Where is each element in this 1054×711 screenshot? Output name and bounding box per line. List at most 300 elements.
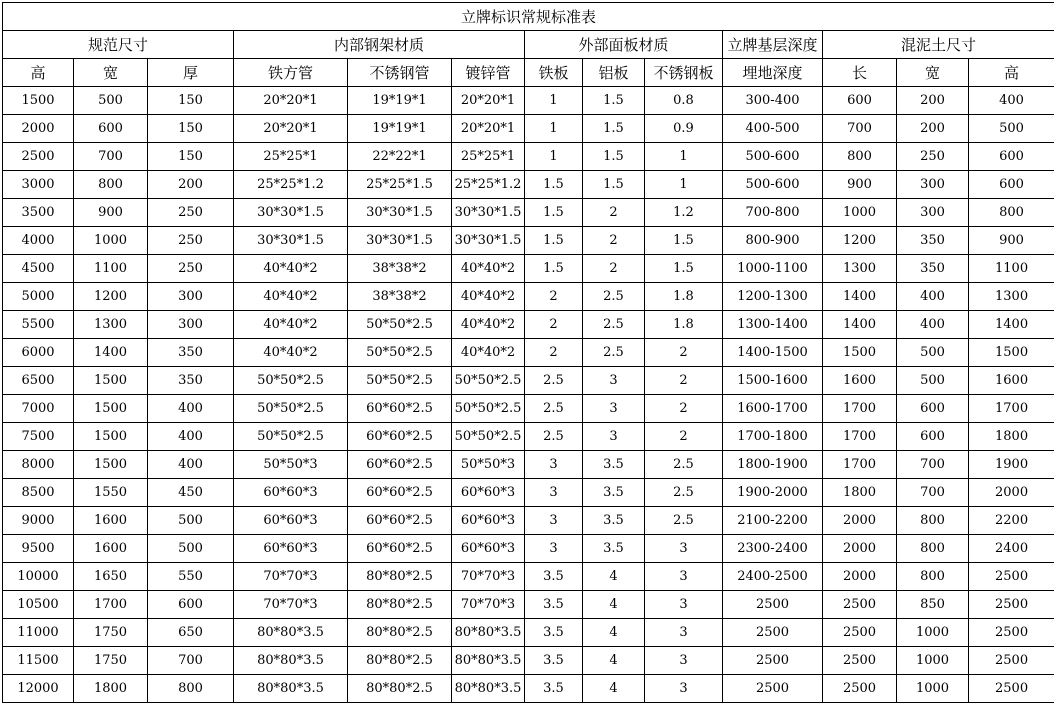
table-cell: 2500: [723, 591, 823, 619]
table-cell: 25*25*1: [452, 143, 525, 171]
table-cell: 2500: [823, 619, 897, 647]
group-header-concrete-size: 混泥土尺寸: [823, 31, 1054, 59]
table-cell: 2: [525, 339, 583, 367]
table-cell: 1500: [969, 339, 1054, 367]
table-cell: 1300: [74, 311, 148, 339]
table-cell: 2.5: [583, 283, 645, 311]
table-row: [3, 451, 1054, 479]
table-cell: 4000: [3, 227, 74, 255]
table-cell: 1: [525, 87, 583, 115]
table-cell: 1.5: [583, 171, 645, 199]
table-cell: 1600: [74, 507, 148, 535]
table-cell: 1000: [897, 675, 969, 703]
table-cell: 3: [645, 563, 723, 591]
table-cell: 500: [897, 367, 969, 395]
table-row: [3, 227, 1054, 255]
table-cell: 250: [148, 255, 234, 283]
table-cell: 600: [74, 115, 148, 143]
table-cell: 80*80*2.5: [348, 563, 452, 591]
table-cell: 300: [897, 199, 969, 227]
table-cell: 10000: [3, 563, 74, 591]
table-cell: 1: [645, 143, 723, 171]
column-header: 镀锌管: [452, 59, 525, 87]
table-cell: 8000: [3, 451, 74, 479]
table-cell: 38*38*2: [348, 255, 452, 283]
table-cell: 4: [583, 647, 645, 675]
table-cell: 500: [74, 87, 148, 115]
column-header: 宽: [897, 59, 969, 87]
table-cell: 60*60*2.5: [348, 507, 452, 535]
table-cell: 1900-2000: [723, 479, 823, 507]
table-cell: 1.5: [525, 171, 583, 199]
table-cell: 60*60*2.5: [348, 395, 452, 423]
table-cell: 1500-1600: [723, 367, 823, 395]
table-cell: 1: [525, 115, 583, 143]
table-cell: 800: [897, 535, 969, 563]
table-cell: 300: [148, 311, 234, 339]
table-cell: 50*50*2.5: [348, 311, 452, 339]
table-cell: 350: [897, 255, 969, 283]
table-cell: 2000: [823, 535, 897, 563]
table-cell: 1500: [3, 87, 74, 115]
table-cell: 1650: [74, 563, 148, 591]
table-cell: 50*50*3: [452, 451, 525, 479]
column-header: 长: [823, 59, 897, 87]
column-header-row: [3, 59, 1054, 87]
column-header: 铝板: [583, 59, 645, 87]
table-cell: 1700: [823, 395, 897, 423]
table-cell: 70*70*3: [452, 591, 525, 619]
table-cell: 2: [645, 367, 723, 395]
table-cell: 900: [823, 171, 897, 199]
group-header-inner-frame: 内部钢架材质: [234, 31, 525, 59]
table-cell: 1700: [969, 395, 1054, 423]
table-cell: 1400: [969, 311, 1054, 339]
table-cell: 2000: [969, 479, 1054, 507]
column-header: 铁板: [525, 59, 583, 87]
table-cell: 11500: [3, 647, 74, 675]
table-cell: 900: [74, 199, 148, 227]
table-cell: 1700: [74, 591, 148, 619]
table-cell: 700: [148, 647, 234, 675]
table-cell: 25*25*1: [234, 143, 348, 171]
table-cell: 2500: [969, 619, 1054, 647]
table-cell: 400: [969, 87, 1054, 115]
group-header-spec-size: 规范尺寸: [3, 31, 234, 59]
table-cell: 800: [823, 143, 897, 171]
table-cell: 200: [897, 115, 969, 143]
table-cell: 2500: [823, 647, 897, 675]
table-row: [3, 507, 1054, 535]
table-cell: 150: [148, 87, 234, 115]
table-cell: 50*50*2.5: [348, 339, 452, 367]
table-cell: 3.5: [525, 647, 583, 675]
table-cell: 150: [148, 143, 234, 171]
table-cell: 1600-1700: [723, 395, 823, 423]
table-cell: 40*40*2: [452, 311, 525, 339]
table-row: [3, 339, 1054, 367]
table-cell: 40*40*2: [234, 339, 348, 367]
table-cell: 800: [74, 171, 148, 199]
table-cell: 10500: [3, 591, 74, 619]
table-cell: 1750: [74, 647, 148, 675]
table-cell: 700: [74, 143, 148, 171]
table-cell: 3: [583, 423, 645, 451]
table-cell: 400-500: [723, 115, 823, 143]
column-header: 铁方管: [234, 59, 348, 87]
table-cell: 3.5: [525, 563, 583, 591]
column-header: 高: [3, 59, 74, 87]
table-cell: 50*50*2.5: [452, 395, 525, 423]
table-cell: 20*20*1: [452, 115, 525, 143]
table-cell: 1.5: [583, 115, 645, 143]
table-cell: 800-900: [723, 227, 823, 255]
table-cell: 60*60*2.5: [348, 479, 452, 507]
table-cell: 2.5: [645, 451, 723, 479]
table-cell: 2: [583, 255, 645, 283]
table-cell: 50*50*2.5: [452, 367, 525, 395]
table-cell: 300: [897, 171, 969, 199]
table-cell: 2500: [723, 647, 823, 675]
table-cell: 500: [148, 535, 234, 563]
table-cell: 1300-1400: [723, 311, 823, 339]
table-cell: 3: [525, 535, 583, 563]
table-cell: 22*22*1: [348, 143, 452, 171]
table-cell: 8500: [3, 479, 74, 507]
table-cell: 4: [583, 591, 645, 619]
table-cell: 1.5: [645, 227, 723, 255]
table-cell: 3: [645, 535, 723, 563]
table-cell: 3500: [3, 199, 74, 227]
table-cell: 25*25*1.5: [348, 171, 452, 199]
table-cell: 600: [969, 171, 1054, 199]
table-cell: 80*80*3.5: [452, 647, 525, 675]
table-cell: 25*25*1.2: [452, 171, 525, 199]
table-cell: 30*30*1.5: [348, 199, 452, 227]
table-cell: 2500: [3, 143, 74, 171]
table-cell: 2: [583, 227, 645, 255]
table-cell: 1550: [74, 479, 148, 507]
table-cell: 2: [645, 395, 723, 423]
table-cell: 1400: [74, 339, 148, 367]
table-cell: 500: [148, 507, 234, 535]
table-cell: 450: [148, 479, 234, 507]
table-cell: 19*19*1: [348, 115, 452, 143]
table-cell: 20*20*1: [234, 87, 348, 115]
table-cell: 1700-1800: [723, 423, 823, 451]
table-row: [3, 535, 1054, 563]
table-cell: 250: [148, 227, 234, 255]
table-cell: 2000: [823, 563, 897, 591]
table-cell: 400: [148, 423, 234, 451]
table-cell: 80*80*2.5: [348, 675, 452, 703]
table-cell: 3: [583, 395, 645, 423]
table-row: [3, 423, 1054, 451]
table-title: 立牌标识常规标准表: [3, 3, 1054, 31]
table-cell: 4500: [3, 255, 74, 283]
table-cell: 1400: [823, 283, 897, 311]
table-cell: 350: [897, 227, 969, 255]
table-cell: 400: [148, 451, 234, 479]
table-cell: 1.5: [583, 143, 645, 171]
table-cell: 2500: [723, 619, 823, 647]
table-cell: 80*80*3.5: [234, 675, 348, 703]
table-row: [3, 143, 1054, 171]
table-cell: 2500: [969, 675, 1054, 703]
title-row: [3, 3, 1054, 31]
table-cell: 1.5: [525, 199, 583, 227]
table-row: [3, 675, 1054, 703]
table-cell: 500-600: [723, 143, 823, 171]
table-cell: 30*30*1.5: [452, 199, 525, 227]
table-cell: 1200-1300: [723, 283, 823, 311]
table-cell: 5500: [3, 311, 74, 339]
table-cell: 40*40*2: [234, 283, 348, 311]
table-cell: 30*30*1.5: [348, 227, 452, 255]
table-cell: 30*30*1.5: [234, 227, 348, 255]
table-cell: 2.5: [583, 311, 645, 339]
table-cell: 30*30*1.5: [452, 227, 525, 255]
table-row: [3, 311, 1054, 339]
table-cell: 60*60*2.5: [348, 451, 452, 479]
table-cell: 1700: [823, 423, 897, 451]
table-cell: 3.5: [583, 479, 645, 507]
table-cell: 1.5: [645, 255, 723, 283]
table-cell: 500: [897, 339, 969, 367]
table-cell: 2000: [3, 115, 74, 143]
table-cell: 50*50*2.5: [234, 395, 348, 423]
table-cell: 250: [897, 143, 969, 171]
column-header: 不锈钢管: [348, 59, 452, 87]
table-cell: 50*50*3: [234, 451, 348, 479]
table-row: [3, 563, 1054, 591]
table-row: [3, 591, 1054, 619]
table-cell: 2500: [969, 563, 1054, 591]
table-cell: 2500: [823, 675, 897, 703]
table-cell: 3: [525, 507, 583, 535]
table-cell: 2200: [969, 507, 1054, 535]
table-cell: 3: [645, 675, 723, 703]
table-cell: 0.9: [645, 115, 723, 143]
table-cell: 60*60*3: [234, 507, 348, 535]
table-row: [3, 199, 1054, 227]
column-header: 高: [969, 59, 1054, 87]
table-cell: 800: [897, 507, 969, 535]
table-cell: 1800: [823, 479, 897, 507]
table-cell: 1700: [823, 451, 897, 479]
table-cell: 9500: [3, 535, 74, 563]
table-cell: 250: [148, 199, 234, 227]
table-cell: 1800: [969, 423, 1054, 451]
table-cell: 40*40*2: [452, 283, 525, 311]
table-cell: 600: [897, 395, 969, 423]
table-cell: 40*40*2: [234, 255, 348, 283]
table-cell: 20*20*1: [234, 115, 348, 143]
table-cell: 3.5: [583, 507, 645, 535]
table-row: [3, 619, 1054, 647]
table-cell: 1.8: [645, 283, 723, 311]
table-cell: 200: [897, 87, 969, 115]
table-cell: 2500: [969, 647, 1054, 675]
table-cell: 650: [148, 619, 234, 647]
column-header: 厚: [148, 59, 234, 87]
group-header-outer-panel: 外部面板材质: [525, 31, 723, 59]
table-cell: 2.5: [583, 339, 645, 367]
table-cell: 400: [897, 283, 969, 311]
table-cell: 2: [645, 423, 723, 451]
table-cell: 80*80*2.5: [348, 647, 452, 675]
table-cell: 500-600: [723, 171, 823, 199]
table-cell: 20*20*1: [452, 87, 525, 115]
table-cell: 60*60*3: [452, 479, 525, 507]
table-cell: 600: [823, 87, 897, 115]
table-cell: 1: [525, 143, 583, 171]
table-cell: 80*80*3.5: [234, 647, 348, 675]
table-cell: 60*60*2.5: [348, 535, 452, 563]
table-cell: 150: [148, 115, 234, 143]
table-cell: 1000: [74, 227, 148, 255]
table-cell: 1900: [969, 451, 1054, 479]
table-cell: 1.5: [525, 227, 583, 255]
column-header: 宽: [74, 59, 148, 87]
table-cell: 2.5: [525, 395, 583, 423]
table-cell: 50*50*2.5: [234, 423, 348, 451]
table-cell: 1600: [74, 535, 148, 563]
table-cell: 5000: [3, 283, 74, 311]
table-cell: 4: [583, 675, 645, 703]
table-cell: 700-800: [723, 199, 823, 227]
table-cell: 3.5: [583, 535, 645, 563]
table-cell: 800: [969, 199, 1054, 227]
table-cell: 2: [645, 339, 723, 367]
table-cell: 2.5: [525, 423, 583, 451]
table-cell: 1000: [897, 619, 969, 647]
table-cell: 550: [148, 563, 234, 591]
table-cell: 11000: [3, 619, 74, 647]
column-header: 埋地深度: [723, 59, 823, 87]
table-cell: 70*70*3: [234, 591, 348, 619]
table-cell: 1: [645, 171, 723, 199]
table-cell: 1300: [969, 283, 1054, 311]
table-row: [3, 479, 1054, 507]
table-cell: 2.5: [525, 367, 583, 395]
table-cell: 25*25*1.2: [234, 171, 348, 199]
table-cell: 2100-2200: [723, 507, 823, 535]
table-cell: 40*40*2: [452, 255, 525, 283]
table-cell: 400: [148, 395, 234, 423]
table-row: [3, 255, 1054, 283]
table-cell: 350: [148, 339, 234, 367]
table-cell: 6500: [3, 367, 74, 395]
table-cell: 0.8: [645, 87, 723, 115]
group-header-base-depth: 立牌基层深度: [723, 31, 823, 59]
table-cell: 800: [897, 563, 969, 591]
table-cell: 500: [969, 115, 1054, 143]
table-cell: 2500: [823, 591, 897, 619]
table-cell: 1000: [823, 199, 897, 227]
table-cell: 700: [897, 479, 969, 507]
table-cell: 1800-1900: [723, 451, 823, 479]
table-cell: 60*60*3: [234, 479, 348, 507]
table-cell: 2: [525, 283, 583, 311]
table-cell: 900: [969, 227, 1054, 255]
table-cell: 350: [148, 367, 234, 395]
table-cell: 1500: [823, 339, 897, 367]
table-cell: 800: [148, 675, 234, 703]
table-cell: 80*80*2.5: [348, 591, 452, 619]
table-cell: 3: [525, 479, 583, 507]
table-cell: 400: [897, 311, 969, 339]
table-cell: 2.5: [645, 507, 723, 535]
table-cell: 1400-1500: [723, 339, 823, 367]
table-cell: 2500: [723, 675, 823, 703]
table-cell: 80*80*3.5: [234, 619, 348, 647]
table-cell: 700: [823, 115, 897, 143]
table-row: [3, 283, 1054, 311]
table-row: [3, 395, 1054, 423]
table-cell: 60*60*3: [452, 507, 525, 535]
table-cell: 700: [897, 451, 969, 479]
table-cell: 1000: [897, 647, 969, 675]
table-cell: 1200: [74, 283, 148, 311]
standard-table: [2, 2, 1054, 703]
table-cell: 2000: [823, 507, 897, 535]
table-cell: 2300-2400: [723, 535, 823, 563]
table-cell: 9000: [3, 507, 74, 535]
table-cell: 3.5: [525, 675, 583, 703]
table-body: [3, 87, 1054, 703]
table-cell: 60*60*2.5: [348, 423, 452, 451]
table-cell: 12000: [3, 675, 74, 703]
table-cell: 60*60*3: [234, 535, 348, 563]
table-cell: 1400: [823, 311, 897, 339]
table-cell: 1300: [823, 255, 897, 283]
table-cell: 1600: [969, 367, 1054, 395]
table-row: [3, 647, 1054, 675]
table-cell: 50*50*2.5: [234, 367, 348, 395]
table-cell: 2: [525, 311, 583, 339]
table-cell: 600: [148, 591, 234, 619]
table-cell: 850: [897, 591, 969, 619]
table-cell: 7000: [3, 395, 74, 423]
table-cell: 1.8: [645, 311, 723, 339]
table-cell: 3: [583, 367, 645, 395]
table-cell: 1.5: [583, 87, 645, 115]
table-cell: 2500: [969, 591, 1054, 619]
table-cell: 3.5: [583, 451, 645, 479]
table-cell: 2: [583, 199, 645, 227]
table-cell: 300-400: [723, 87, 823, 115]
table-cell: 70*70*3: [452, 563, 525, 591]
table-cell: 80*80*3.5: [452, 619, 525, 647]
table-cell: 40*40*2: [234, 311, 348, 339]
table-cell: 3: [645, 619, 723, 647]
table-cell: 3.5: [525, 591, 583, 619]
table-cell: 300: [148, 283, 234, 311]
table-cell: 600: [969, 143, 1054, 171]
table-cell: 1800: [74, 675, 148, 703]
table-cell: 4: [583, 619, 645, 647]
table-cell: 1100: [969, 255, 1054, 283]
table-row: [3, 115, 1054, 143]
table-cell: 80*80*3.5: [452, 675, 525, 703]
table-cell: 1750: [74, 619, 148, 647]
table-cell: 1.5: [525, 255, 583, 283]
table-cell: 2.5: [645, 479, 723, 507]
table-cell: 1200: [823, 227, 897, 255]
table-cell: 30*30*1.5: [234, 199, 348, 227]
table-cell: 1500: [74, 395, 148, 423]
